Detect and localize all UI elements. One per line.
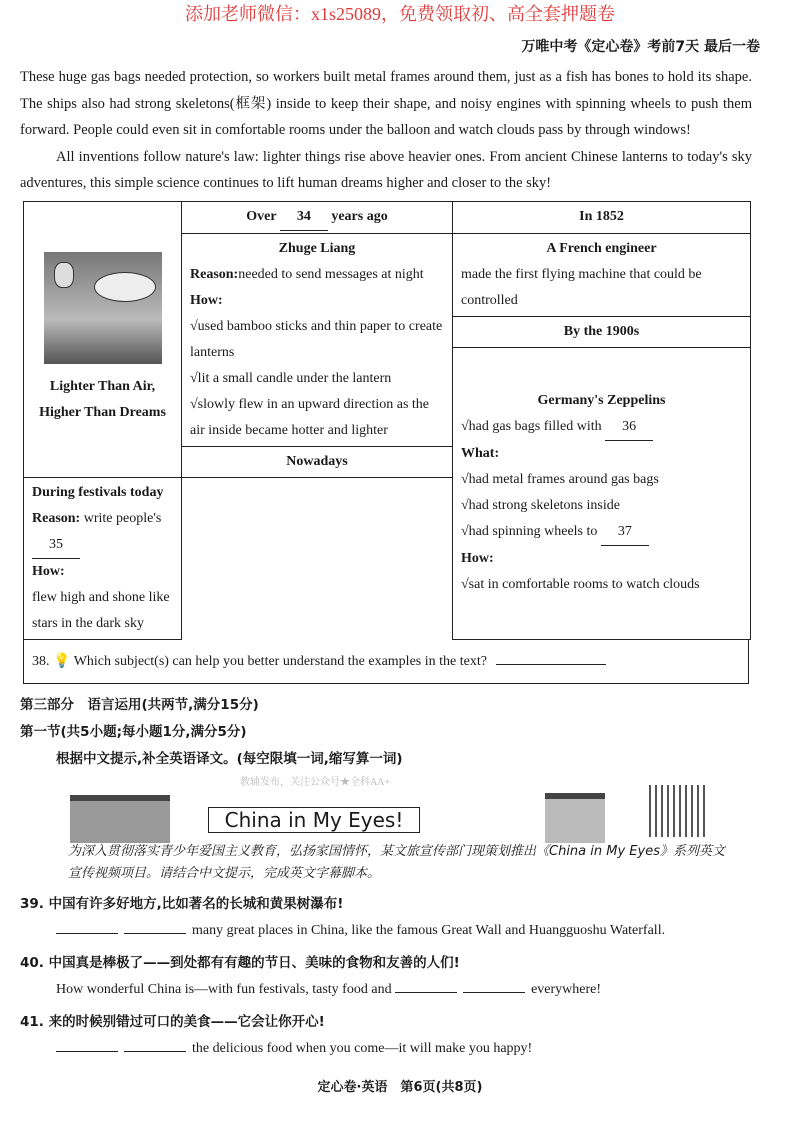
intro-text: 为深入贯彻落实青少年爱国主义教育，弘扬家国情怀，某文旅宣传部门现策划推出《China in My Eyes》系列英文宣传视频项目。请结合中文提示，完成英文字幕脚本。 bbox=[68, 843, 725, 881]
question-40-en: How wonderful China is—with fun festivals, tasty food and everywhere! bbox=[20, 977, 780, 1003]
question-40-cn: 40. 中国真是棒极了——到处都有有趣的节日、美味的食物和友善的人们! bbox=[20, 954, 460, 971]
info-table bbox=[23, 201, 751, 640]
nowadays-header: Nowadays bbox=[182, 446, 453, 477]
table-title: Lighter Than Air, Higher Than Dreams bbox=[39, 379, 166, 420]
passage-paragraph: All inventions follow nature's law: lighter things rise above heavier ones. From ancient Chinese lanterns to today's sky adventures, this simple science continues to lift human dreams higher and closer to the sky! bbox=[20, 148, 752, 191]
by1900-header: By the 1900s bbox=[453, 316, 751, 347]
zeppelin-cell: Germany's Zeppelins √had gas bags filled with 36 What: √had metal frames around gas bags √had strong skeletons inside √had spinning wheels to 37 How: √sat in comfortable rooms to watch clouds bbox=[453, 347, 751, 639]
page-footer: 定心卷·英语 第6页(共8页) bbox=[317, 1079, 483, 1095]
answer-blank[interactable] bbox=[496, 650, 606, 665]
subsection-title: 第一节(共5小题;每小题1分,满分5分) bbox=[20, 723, 247, 740]
question-41-en: the delicious food when you come—it will make you happy! bbox=[20, 1036, 780, 1062]
question-39-en: many great places in China, like the famous Great Wall and Huangguoshu Waterfall. bbox=[20, 918, 780, 944]
section-title: 第三部分 语言运用(共两节,满分15分) bbox=[20, 696, 259, 713]
instructions: 根据中文提示,补全英语译文。(每空限填一词,缩写算一词) bbox=[56, 750, 403, 767]
china-banner-illustration bbox=[70, 777, 710, 839]
question-39-cn: 39. 中国有许多好地方,比如著名的长城和黄果树瀑布! bbox=[20, 895, 344, 912]
lightbulb-icon: 💡 bbox=[53, 653, 71, 669]
question-38: 38. 💡 Which subject(s) can help you better understand the examples in the text? bbox=[23, 640, 749, 684]
col2-header: Over 34 years ago bbox=[182, 201, 453, 233]
col3-header: In 1852 bbox=[453, 201, 751, 233]
question-41-cn: 41. 来的时候别错过可口的美食——它会让你开心! bbox=[20, 1013, 325, 1030]
balloon-image bbox=[44, 252, 162, 364]
french-cell: A French engineer made the first flying machine that could be controlled bbox=[453, 233, 751, 316]
banner-watermark: 教辅发布，关注公众号★全科AA+ bbox=[239, 776, 391, 788]
page-header: 万唯中考《定心卷》考前7天 最后一卷 bbox=[521, 39, 760, 55]
passage-paragraph: These huge gas bags needed protection, so workers built metal frames around them, just as a fish has bones to hold its shape. The ships also had strong skeletons(框架) inside to keep their shape, and noisy engines with spinning wheels to push them forward. People could even sit in comfortable rooms under the balloon and watch clouds pass by through windows! bbox=[20, 69, 752, 138]
watermark: 添加老师微信：x1s25089，免费领取初、高全套押题卷 bbox=[184, 4, 615, 24]
zhuge-cell: Zhuge Liang Reason:needed to send messages at night How: √used bamboo sticks and thin paper to create lanterns √lit a small candle under the lantern √slowly flew in an upward direction as the air inside became hotter and lighter bbox=[182, 233, 453, 446]
nowadays-cell: During festivals today Reason: write people's 35 How: flew high and shone like stars in the dark sky bbox=[24, 477, 182, 639]
banner-text: China in My Eyes! bbox=[208, 807, 420, 833]
